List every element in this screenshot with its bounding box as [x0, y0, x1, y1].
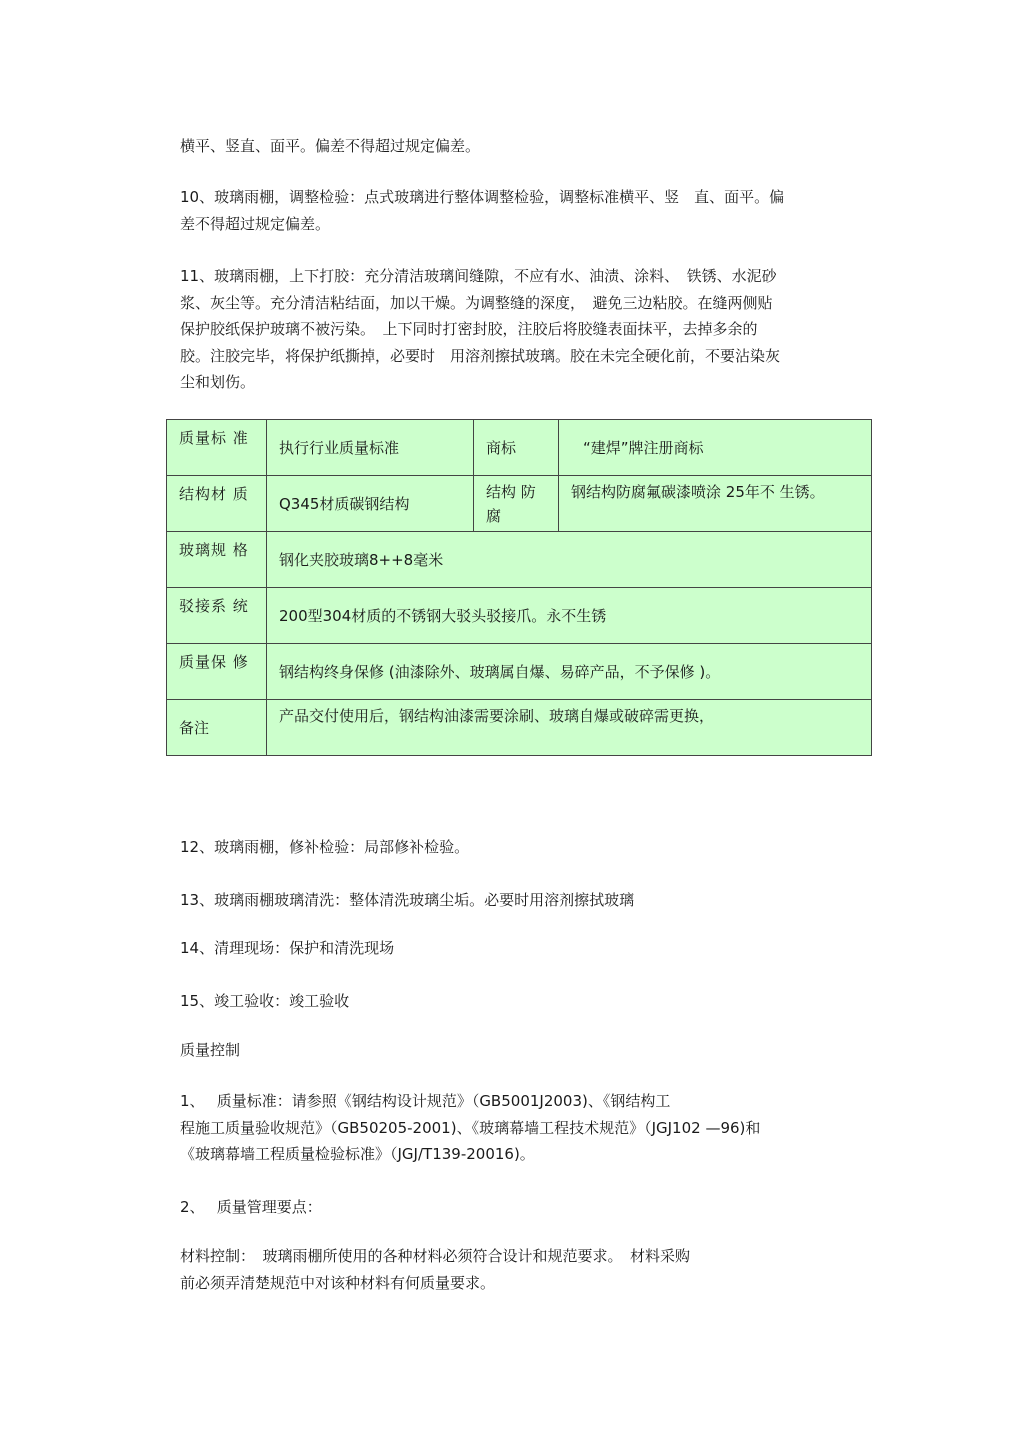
table-label-cell: 质量保 修 — [167, 644, 267, 700]
table-label-cell: 商标 — [474, 420, 559, 476]
table-row — [167, 644, 872, 700]
table-row — [167, 476, 872, 532]
section-heading-quality-control — [180, 1037, 870, 1064]
text-line: 保护胶纸保护玻璃不被污染。 上下同时打密封胶，注胶后将胶缝表面抹平，去掉多余的 — [180, 320, 758, 338]
paragraph-qc-1 — [180, 1088, 870, 1168]
table-row — [167, 700, 872, 756]
text-line: 横平、竖直、面平。偏差不得超过规定偏差。 — [180, 137, 481, 155]
table-value-cell: 钢结构终身保修 (油漆除外、玻璃属自爆、易碎产品，不予保修 )。 — [267, 644, 872, 700]
text-line: 材料控制： 玻璃雨棚所使用的各种材料必须符合设计和规范要求。 材料采购 — [180, 1247, 691, 1265]
paragraph-12 — [180, 834, 870, 861]
table-value-cell: 产品交付使用后，钢结构油漆需要涂刷、玻璃自爆或破碎需更换， — [267, 700, 872, 756]
text-line: 尘和划伤。 — [180, 373, 256, 391]
table-value-cell: 执行行业质量标准 — [267, 420, 474, 476]
text-line: 14、清理现场：保护和清洗现场 — [180, 939, 395, 957]
paragraph-top — [180, 133, 870, 160]
table-value-cell: “建焊”牌注册商标 — [559, 420, 872, 476]
text-line: 12、玻璃雨棚，修补检验：局部修补检验。 — [180, 838, 470, 856]
text-line: 差不得超过规定偏差。 — [180, 214, 331, 233]
paragraph-11 — [180, 263, 870, 396]
text-line: 10、玻璃雨棚，调整检验：点式玻璃进行整体调整检验，调整标准横平、竖 直、面平。偏 — [180, 188, 785, 206]
paragraph-14 — [180, 935, 870, 962]
text-line: 15、竣工验收：竣工验收 — [180, 992, 350, 1010]
table-value-cell: 钢化夹胶玻璃8++8毫米 — [267, 532, 872, 588]
table-row — [167, 588, 872, 644]
text-line: 浆、灰尘等。充分清洁粘结面，加以干燥。为调整缝的深度， 避免三边粘胶。在缝两侧贴 — [180, 293, 773, 312]
paragraph-qc-2 — [180, 1194, 870, 1221]
spec-table — [166, 419, 872, 756]
table-label-cell: 质量标 准 — [167, 420, 267, 476]
table-value-cell: 钢结构防腐氟碳漆喷涂 25年不 生锈。 — [559, 476, 872, 532]
table-label-cell: 驳接系 统 — [167, 588, 267, 644]
text-line: 质量控制 — [180, 1041, 241, 1059]
paragraph-10 — [180, 184, 870, 237]
table-row — [167, 420, 872, 476]
text-line: 11、玻璃雨棚，上下打胶：充分清洁玻璃间缝隙，不应有水、油渍、涂料、 铁锈、水泥砂 — [180, 267, 777, 285]
paragraph-material-control — [180, 1243, 870, 1296]
table-label-cell: 玻璃规 格 — [167, 532, 267, 588]
paragraph-13 — [180, 887, 870, 914]
table-label-cell: 备注 — [167, 700, 267, 756]
text-line: 程施工质量验收规范》（GB50205-2001)、《玻璃幕墙工程技术规范》（JGJ102 —96)和 — [180, 1118, 761, 1137]
table-label-cell: 结构 防腐 — [474, 476, 559, 532]
table-row — [167, 532, 872, 588]
text-line: 1、 质量标准：请参照《钢结构设计规范》（GB5001J2003)、《钢结构工 — [180, 1092, 671, 1110]
table-value-cell: 200型304材质的不锈钢大驳头驳接爪。永不生锈 — [267, 588, 872, 644]
text-line: 前必须弄清楚规范中对该种材料有何质量要求。 — [180, 1273, 496, 1292]
paragraph-15 — [180, 988, 870, 1015]
table-label-cell: 结构材 质 — [167, 476, 267, 532]
text-line: 胶。注胶完毕，将保护纸撕掉，必要时 用溶剂擦拭玻璃。胶在未完全硬化前，不要沾染灰 — [180, 346, 781, 365]
text-line: 2、 质量管理要点： — [180, 1198, 322, 1216]
table-value-cell: Q345材质碳钢结构 — [267, 476, 474, 532]
text-line: 《玻璃幕墙工程质量检验标准》（JGJ/T139-20016)。 — [180, 1145, 535, 1163]
text-line: 13、玻璃雨棚玻璃清洗：整体清洗玻璃尘垢。必要时用溶剂擦拭玻璃 — [180, 891, 635, 909]
